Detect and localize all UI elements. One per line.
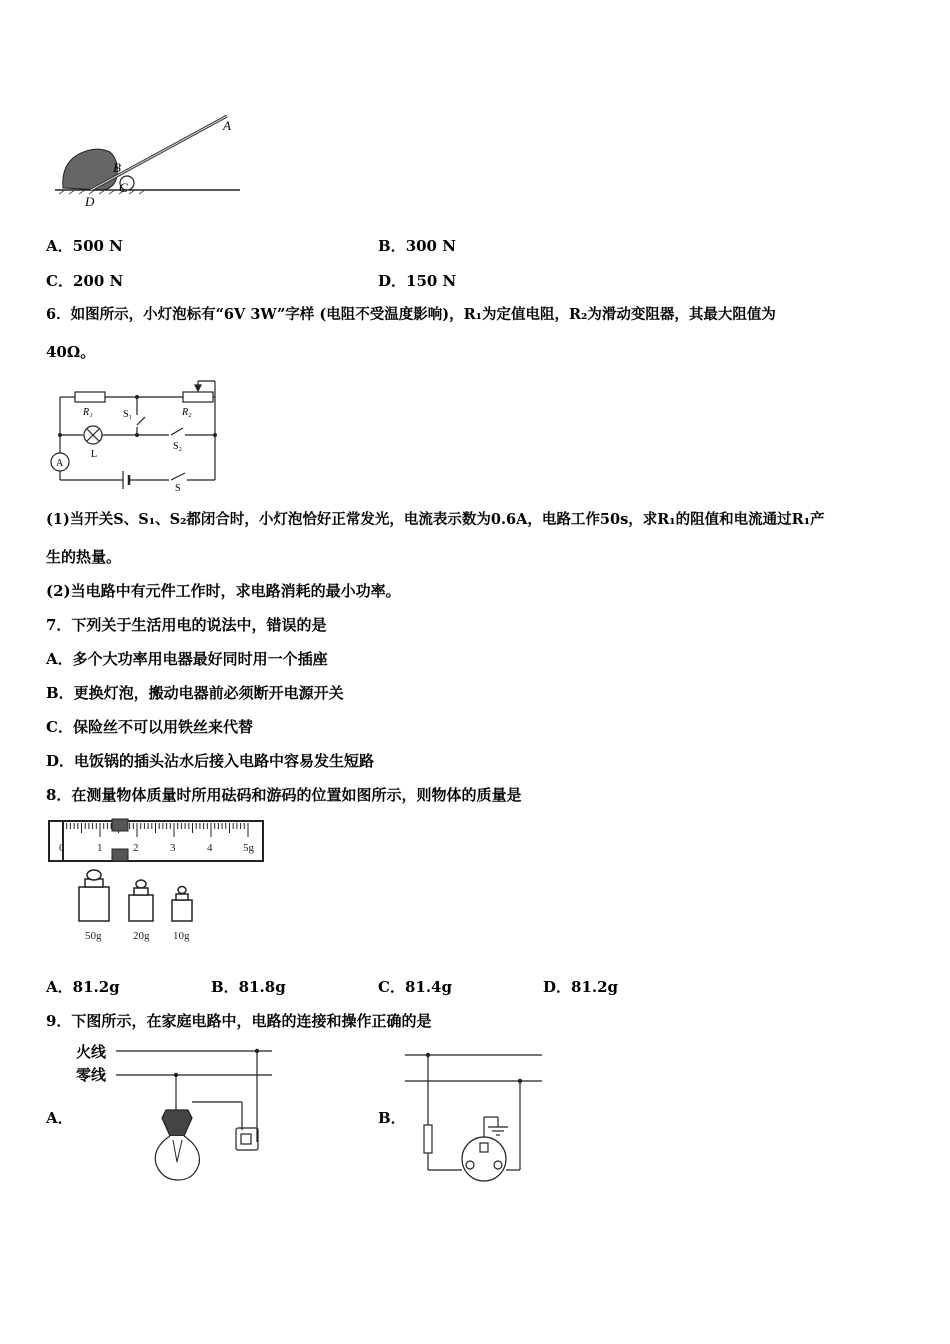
q9-figure-a <box>72 1040 282 1185</box>
tick-label-4: 4 <box>207 842 213 854</box>
q6-part1-line1: (1)当开关S、S₁、S₂都闭合时，小灯泡恰好正常发光，电流表示数为0.6A，电路工作50s，求R₁的阻值和电流通过R₁产 <box>46 511 825 528</box>
lever-figure <box>55 110 245 210</box>
label-c: C <box>119 180 128 195</box>
rock <box>63 149 118 190</box>
q8-balance-figure <box>45 815 270 945</box>
q6-stem-line1: 6．如图所示，小灯泡标有“6V 3W”字样 (电阻不受温度影响)，R₁为定值电阻，R₂为滑动变阻器，其最大阻值为 <box>46 306 776 323</box>
label-l: L <box>91 449 98 460</box>
q7-option-a[interactable]: A．多个大功率用电器最好同时用一个插座 <box>46 650 328 668</box>
tick-label-3: 3 <box>170 842 176 854</box>
fuse <box>424 1125 432 1153</box>
q6-part1-line2: 生的热量。 <box>46 548 122 566</box>
label-r2: R₂ <box>182 407 192 418</box>
label-a: A <box>223 118 231 133</box>
q6-stem-line2: 40Ω。 <box>46 343 96 361</box>
tick-label-2: 2 <box>133 842 139 854</box>
label-s: S <box>175 483 181 494</box>
label-b: B <box>113 160 121 175</box>
q6-part2: (2)当电路中有元件工作时，求电路消耗的最小功率。 <box>46 582 401 600</box>
q8-option-a[interactable]: A．81.2g <box>46 978 120 996</box>
q9-option-b-label[interactable]: B． <box>378 1109 406 1127</box>
weight-label-20g: 20g <box>133 930 150 942</box>
q7-option-d[interactable]: D．电饭锅的插头沾水后接入电路中容易发生短路 <box>46 752 375 770</box>
weight-20g <box>129 895 153 921</box>
live-wire-label: 火线 <box>76 1045 107 1061</box>
rider-bottom <box>112 849 128 861</box>
tick-label-5g: 5g <box>243 842 254 854</box>
q8-option-b[interactable]: B．81.8g <box>211 978 286 996</box>
neutral-wire-label: 零线 <box>76 1068 107 1084</box>
weight-50g <box>79 887 109 921</box>
q9-figure-b <box>400 1045 550 1185</box>
label-r1: R₁ <box>83 407 93 418</box>
weight-10g <box>172 900 192 921</box>
label-d: D <box>85 194 95 209</box>
q9-stem: 9．下图所示，在家庭电路中，电路的连接和操作正确的是 <box>46 1012 432 1030</box>
q9-option-a-label[interactable]: A． <box>46 1109 73 1127</box>
resistor-r1 <box>75 392 105 402</box>
q5-option-d[interactable]: D．150 N <box>378 272 457 290</box>
q8-option-d[interactable]: D．81.2g <box>543 978 619 996</box>
q7-option-b[interactable]: B．更换灯泡，搬动电器前必须断开电源开关 <box>46 684 344 702</box>
q8-option-c[interactable]: C．81.4g <box>378 978 452 996</box>
switch-box <box>236 1128 258 1150</box>
resistor-r2 <box>183 392 213 402</box>
tick-label-1: 1 <box>97 842 103 854</box>
tick-label-0: 0 <box>59 842 65 854</box>
rider-top <box>112 819 128 831</box>
q8-stem: 8．在测量物体质量时所用砝码和游码的位置如图所示，则物体的质量是 <box>46 786 522 804</box>
label-s2: S₂ <box>173 441 183 452</box>
weight-label-50g: 50g <box>85 930 102 942</box>
q5-option-b[interactable]: B．300 N <box>378 237 456 255</box>
label-s1: S₁ <box>123 409 133 420</box>
q5-option-c[interactable]: C．200 N <box>46 272 124 290</box>
q6-circuit-diagram <box>45 375 225 495</box>
label-ammeter: A <box>56 458 64 469</box>
q7-option-c[interactable]: C．保险丝不可以用铁丝来代替 <box>46 718 253 736</box>
weight-label-10g: 10g <box>173 930 190 942</box>
q7-stem: 7．下列关于生活用电的说法中，错误的是 <box>46 616 327 634</box>
q5-option-a[interactable]: A．500 N <box>46 237 123 255</box>
